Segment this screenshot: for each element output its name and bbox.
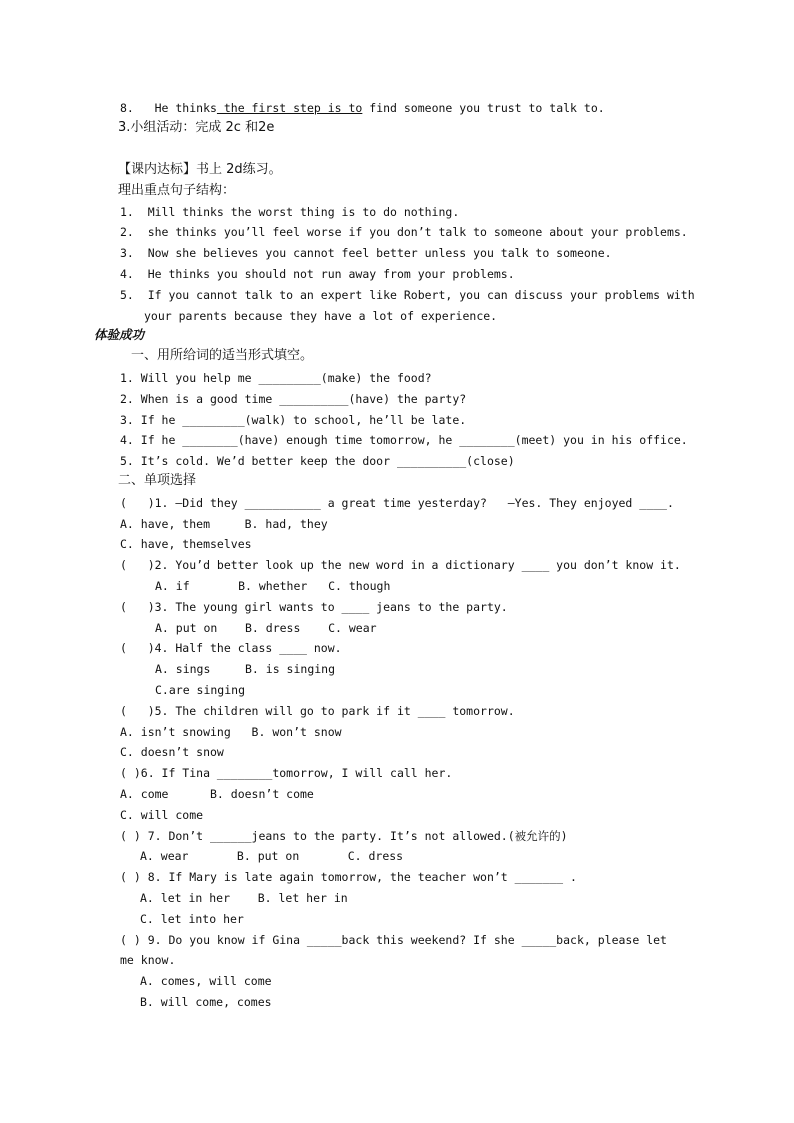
mc-q3-options: A. put on B. dress C. wear: [155, 621, 377, 635]
structure-sentence-4: 4. He thinks you should not run away from your problems.: [120, 267, 515, 281]
mc-question-1: ( )1. —Did they ___________ a great time yesterday? —Yes. They enjoyed ____.: [120, 496, 674, 510]
fill-item-3: 3. If he _________(walk) to school, he’ll be late.: [120, 413, 467, 427]
structure-sentence-5: 5. If you cannot talk to an expert like Robert, you can discuss your problems with: [120, 288, 695, 302]
structure-title: 理出重点句子结构：: [118, 183, 236, 198]
sentence-item-8: [120, 100, 605, 116]
item8-end: find someone you trust to talk to.: [362, 101, 605, 115]
mc-question-7: ( ) 7. Don’t ______jeans to the party. It’s not allowed.(被允许的): [120, 829, 568, 843]
mc-q1-option-c: C. have, themselves: [120, 537, 252, 551]
mc-q7-options: A. wear B. put on C. dress: [140, 849, 404, 863]
mc-q9-option-b: B. will come, comes: [140, 995, 272, 1009]
group-activity: 3.小组活动：完成 2c 和2e: [118, 120, 275, 135]
fill-item-5: 5. It’s cold. We’d better keep the door __________(close): [120, 454, 515, 468]
part2-title: 二、单项选择: [118, 473, 197, 488]
mc-question-9-cont: me know.: [120, 953, 176, 967]
part1-title: 一、用所给词的适当形式填空。: [131, 348, 314, 363]
fill-item-1: 1. Will you help me _________(make) the food?: [120, 371, 432, 385]
mc-question-9: ( ) 9. Do you know if Gina _____back this weekend? If she _____back, please let: [120, 933, 667, 947]
mc-q2-options: A. if B. whether C. though: [155, 579, 391, 593]
mc-q4-options-ab: A. sings B. is singing: [155, 662, 336, 676]
item8-underlined: the first step is to: [216, 101, 363, 115]
mc-question-4: ( )4. Half the class ____ now.: [120, 641, 342, 655]
mc-q5-option-c: C. doesn’t snow: [120, 745, 224, 759]
fill-item-2: 2. When is a good time __________(have) the party?: [120, 392, 467, 406]
mc-question-5: ( )5. The children will go to park if it ____ tomorrow.: [120, 704, 515, 718]
mc-q6-option-c: C. will come: [120, 808, 204, 822]
structure-sentence-3: 3. Now she believes you cannot feel better unless you talk to someone.: [120, 246, 612, 260]
mc-q8-option-c: C. let into her: [140, 912, 244, 926]
mc-question-8: ( ) 8. If Mary is late again tomorrow, the teacher won’t _______ .: [120, 870, 577, 884]
fill-item-4: 4. If he ________(have) enough time tomorrow, he ________(meet) you in his office.: [120, 433, 688, 447]
mc-q4-option-c: C.are singing: [155, 683, 246, 697]
experience-title: 体验成功: [94, 327, 145, 342]
mc-question-3: ( )3. The young girl wants to ____ jeans to the party.: [120, 600, 508, 614]
structure-sentence-1: 1. Mill thinks the worst thing is to do nothing.: [120, 205, 460, 219]
mc-q5-options-ab: A. isn’t snowing B. won’t snow: [120, 725, 342, 739]
structure-sentence-5-cont: your parents because they have a lot of experience.: [144, 309, 498, 323]
mc-q6-options-ab: A. come B. doesn’t come: [120, 787, 314, 801]
mc-question-6: ( )6. If Tina ________tomorrow, I will call her.: [120, 766, 453, 780]
mc-question-2: ( )2. You’d better look up the new word in a dictionary ____ you don’t know it.: [120, 558, 681, 572]
item8-start: 8. He thinks: [120, 101, 217, 115]
class-target-heading: 【课内达标】书上 2d练习。: [118, 162, 282, 177]
mc-q1-options-ab: A. have, them B. had, they: [120, 517, 328, 531]
mc-q9-option-a: A. comes, will come: [140, 974, 272, 988]
mc-q8-options-ab: A. let in her B. let her in: [140, 891, 348, 905]
structure-sentence-2: 2. she thinks you’ll feel worse if you don’t talk to someone about your problems.: [120, 225, 688, 239]
